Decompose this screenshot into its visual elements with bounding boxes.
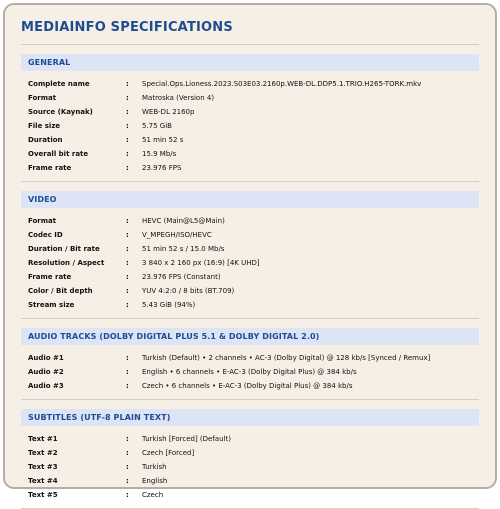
spec-row <box>21 161 479 175</box>
spec-separator: : <box>126 136 129 144</box>
spec-row <box>21 228 479 242</box>
spec-label: Text #3 <box>28 463 58 471</box>
title-divider <box>21 44 479 45</box>
spec-value: Special.Ops.Lioness.2023.S03E03.2160p.WEB-DL.DDP5.1.TRIO.H265-TORK.mkv <box>142 80 422 88</box>
spec-separator: : <box>126 463 129 471</box>
spec-row <box>21 214 479 228</box>
section-heading: VIDEO <box>21 191 479 208</box>
sections-container <box>21 54 479 509</box>
spec-label: Codec ID <box>28 231 63 239</box>
spec-label: Audio #3 <box>28 382 64 390</box>
spec-separator: : <box>126 217 129 225</box>
spec-label: Overall bit rate <box>28 150 89 158</box>
spec-value: 5.75 GiB <box>142 122 172 130</box>
spec-label: Resolution / Aspect <box>28 259 105 267</box>
spec-value: YUV 4:2:0 / 8 bits (BT.709) <box>142 287 235 295</box>
spec-separator: : <box>126 287 129 295</box>
spec-value: Turkish [Forced] (Default) <box>142 435 231 443</box>
page-title: MEDIAINFO SPECIFICATIONS <box>21 20 233 35</box>
spec-rows <box>21 345 479 393</box>
spec-value: 51 min 52 s / 15.0 Mb/s <box>142 245 225 253</box>
mediainfo-panel <box>3 3 497 499</box>
spec-separator: : <box>126 231 129 239</box>
spec-label: Duration <box>28 136 63 144</box>
spec-value: English • 6 channels • E-AC-3 (Dolby Digital Plus) @ 384 kb/s <box>142 368 357 376</box>
spec-separator: : <box>126 273 129 281</box>
spec-rows <box>21 426 479 502</box>
spec-label: Format <box>28 217 57 225</box>
spec-separator: : <box>126 259 129 267</box>
spec-separator: : <box>126 94 129 102</box>
spec-separator: : <box>126 435 129 443</box>
spec-separator: : <box>126 382 129 390</box>
spec-row <box>21 446 479 460</box>
spec-label: Frame rate <box>28 164 72 172</box>
spec-row <box>21 242 479 256</box>
spec-row <box>21 432 479 446</box>
spec-label: Source (Kaynak) <box>28 108 93 116</box>
spec-separator: : <box>126 122 129 130</box>
spec-row <box>21 133 479 147</box>
spec-value: Turkish (Default) • 2 channels • AC-3 (Dolby Digital) @ 128 kb/s [Synced / Remux] <box>142 354 431 362</box>
spec-label: Frame rate <box>28 273 72 281</box>
section-heading: AUDIO TRACKS (DOLBY DIGITAL PLUS 5.1 & DOLBY DIGITAL 2.0) <box>21 328 479 345</box>
section-general <box>21 54 479 182</box>
spec-row <box>21 474 479 488</box>
section-heading: SUBTITLES (UTF-8 PLAIN TEXT) <box>21 409 479 426</box>
spec-label: Duration / Bit rate <box>28 245 100 253</box>
spec-separator: : <box>126 80 129 88</box>
spec-value: Czech <box>142 491 164 499</box>
spec-row <box>21 488 479 502</box>
spec-value: 51 min 52 s <box>142 136 184 144</box>
spec-value: 5.43 GiB (94%) <box>142 301 196 309</box>
spec-row <box>21 119 479 133</box>
spec-value: English <box>142 477 168 485</box>
spec-label: Complete name <box>28 80 90 88</box>
spec-label: Format <box>28 94 57 102</box>
spec-value: Matroska (Version 4) <box>142 94 215 102</box>
spec-value: 23.976 FPS <box>142 164 182 172</box>
spec-row <box>21 284 479 298</box>
spec-value: 3 840 x 2 160 px (16:9) [4K UHD] <box>142 259 260 267</box>
spec-label: Text #5 <box>28 491 58 499</box>
spec-value: Turkish <box>142 463 167 471</box>
spec-separator: : <box>126 368 129 376</box>
spec-row <box>21 270 479 284</box>
spec-label: Text #1 <box>28 435 58 443</box>
section-video <box>21 191 479 319</box>
section-audio <box>21 328 479 400</box>
spec-rows <box>21 71 479 175</box>
spec-label: Audio #2 <box>28 368 64 376</box>
spec-row <box>21 298 479 312</box>
spec-row <box>21 379 479 393</box>
spec-separator: : <box>126 301 129 309</box>
spec-row <box>21 351 479 365</box>
section-divider <box>21 318 479 319</box>
spec-value: 23.976 FPS (Constant) <box>142 273 221 281</box>
spec-row <box>21 77 479 91</box>
section-subtitles <box>21 409 479 509</box>
spec-rows <box>21 208 479 312</box>
spec-row <box>21 105 479 119</box>
section-divider <box>21 399 479 400</box>
spec-separator: : <box>126 354 129 362</box>
spec-value: V_MPEGH/ISO/HEVC <box>142 231 212 239</box>
spec-label: Audio #1 <box>28 354 64 362</box>
spec-separator: : <box>126 491 129 499</box>
spec-row <box>21 147 479 161</box>
spec-value: 15.9 Mb/s <box>142 150 177 158</box>
spec-row <box>21 365 479 379</box>
spec-separator: : <box>126 164 129 172</box>
spec-separator: : <box>126 245 129 253</box>
spec-separator: : <box>126 477 129 485</box>
spec-separator: : <box>126 108 129 116</box>
spec-label: Text #4 <box>28 477 58 485</box>
spec-label: Text #2 <box>28 449 58 457</box>
spec-separator: : <box>126 449 129 457</box>
spec-row <box>21 460 479 474</box>
spec-value: Czech [Forced] <box>142 449 195 457</box>
spec-value: WEB-DL 2160p <box>142 108 195 116</box>
spec-separator: : <box>126 150 129 158</box>
section-heading: GENERAL <box>21 54 479 71</box>
spec-value: HEVC (Main@L5@Main) <box>142 217 225 225</box>
section-divider <box>21 181 479 182</box>
spec-row <box>21 91 479 105</box>
spec-label: Stream size <box>28 301 75 309</box>
spec-label: File size <box>28 122 61 130</box>
spec-row <box>21 256 479 270</box>
spec-label: Color / Bit depth <box>28 287 93 295</box>
spec-value: Czech • 6 channels • E-AC-3 (Dolby Digital Plus) @ 384 kb/s <box>142 382 353 390</box>
